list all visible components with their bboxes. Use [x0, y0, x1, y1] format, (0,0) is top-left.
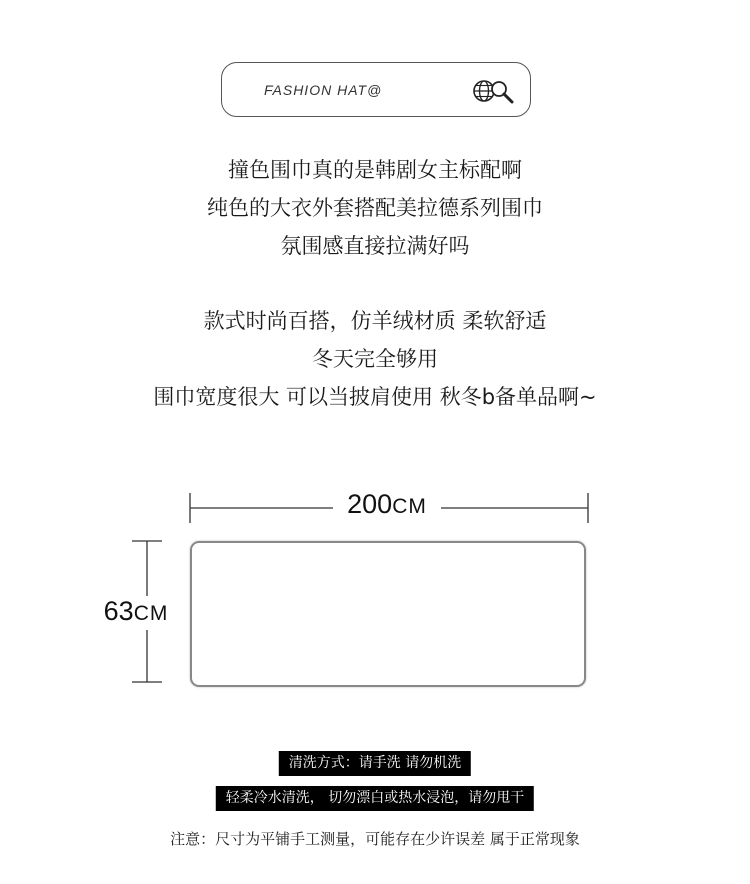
scarf-outline	[190, 541, 586, 687]
height-unit: CM	[133, 602, 169, 625]
description-line: 款式时尚百搭，仿羊绒材质 柔软舒适	[203, 309, 547, 333]
width-unit: CM	[392, 495, 427, 518]
care-instruction-1: 清洗方式：请手洗 请勿机洗	[279, 751, 471, 776]
description-line: 冬天完全够用	[312, 347, 438, 371]
height-value: 63	[103, 596, 134, 626]
description-line: 氛围感直接拉满好吗	[280, 234, 470, 258]
description-line: 围巾宽度很大 可以当披肩使用 秋冬b备单品啊~	[153, 385, 597, 409]
height-label	[98, 596, 174, 630]
width-value: 200	[347, 489, 393, 519]
care-instruction-2: 轻柔冷水清洗， 切勿漂白或热水浸泡，请勿甩干	[216, 786, 534, 811]
brand-text: FASHION HAT@	[264, 82, 383, 98]
measurement-note: 注意：尺寸为平铺手工测量，可能存在少许误差 属于正常现象	[170, 830, 580, 848]
description-line: 撞色围巾真的是韩剧女主标配啊	[228, 158, 522, 182]
description-line: 纯色的大衣外套搭配美拉德系列围巾	[207, 196, 543, 220]
width-label	[333, 489, 441, 523]
